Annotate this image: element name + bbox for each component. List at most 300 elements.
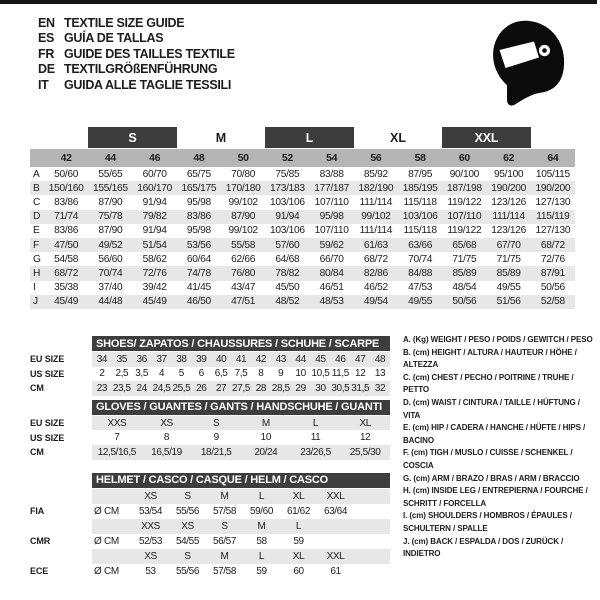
row-letter: F <box>33 239 39 251</box>
measurement-row <box>30 252 575 266</box>
helmet-cell: 59/60 <box>249 505 274 517</box>
measurement-cell: 72/76 <box>142 267 167 279</box>
measurement-cell: 75/85 <box>275 168 300 180</box>
measurement-cell: 150/160 <box>48 182 84 194</box>
measurement-cell: 80/84 <box>319 267 344 279</box>
language-code: DE <box>38 62 55 77</box>
diameter-unit-label: Ø CM <box>94 565 119 577</box>
row-letter: I <box>33 282 36 294</box>
helmet-header-row <box>30 473 390 488</box>
measurement-cell: 35/38 <box>54 282 79 294</box>
top-border-line <box>0 0 597 4</box>
diameter-unit-label: Ø CM <box>94 505 119 517</box>
measurement-cell: 83/86 <box>54 196 79 208</box>
measurement-cell: 67/70 <box>496 239 521 251</box>
helmet-table <box>30 489 390 579</box>
shoes-cell: 45 <box>315 353 326 365</box>
gloves-cell: 20/24 <box>254 446 278 458</box>
size-column-header: 52 <box>281 152 293 164</box>
shoes-cell: 43 <box>275 353 286 365</box>
shoes-cell: 46 <box>335 353 346 365</box>
measurement-cell: 47/53 <box>408 282 433 294</box>
measurement-cell: 51/56 <box>496 296 521 308</box>
size-number-header-row <box>30 149 575 167</box>
helmet-cell: 55/56 <box>175 505 200 517</box>
helmet-size-label: XS <box>144 490 157 502</box>
helmet-standard-label: ECE <box>30 566 49 577</box>
helmet-size-label: M <box>220 550 229 562</box>
size-group-label: M <box>215 130 227 145</box>
measurement-cell: 160/170 <box>137 182 172 194</box>
measurement-cell: 72/76 <box>540 253 565 265</box>
gloves-row <box>30 416 390 431</box>
shoes-cell: 36 <box>136 353 147 365</box>
shoes-cell: 7,5 <box>234 368 248 380</box>
measurement-rows <box>30 167 575 309</box>
size-group-label: XL <box>390 130 406 145</box>
guide-title: GUIDE DES TAILLES TEXTILE <box>64 46 235 61</box>
measurement-cell: 47/51 <box>231 296 256 308</box>
gloves-row-values <box>92 430 390 445</box>
measurement-cell: 61/63 <box>363 239 388 251</box>
measurement-cell: 39/42 <box>142 282 167 294</box>
measurement-cell: 45/49 <box>142 296 167 308</box>
language-row-fr <box>38 47 235 62</box>
helmet-size-label: XS <box>181 520 194 532</box>
shoes-cell: 11,5 <box>331 368 349 380</box>
helmet-size-label: S <box>184 550 191 562</box>
measurement-cell: 82/86 <box>363 267 388 279</box>
shoes-header-row <box>30 336 390 351</box>
row-letter: A <box>33 168 40 180</box>
helmet-size-label: XXL <box>326 550 345 562</box>
helmet-values <box>92 564 390 579</box>
measurement-cell: 83/88 <box>319 168 344 180</box>
size-column-header: 50 <box>237 152 249 164</box>
shoes-cell: 27,5 <box>232 382 250 394</box>
measurement-row <box>30 295 575 309</box>
helmet-standard-label: CMR <box>30 536 51 547</box>
shoes-cell: 38 <box>176 353 187 365</box>
measurement-cell: 46/52 <box>363 282 388 294</box>
measurement-cell: 70/74 <box>98 267 123 279</box>
measurement-row <box>30 224 575 238</box>
measurement-cell: 79/82 <box>142 211 167 223</box>
gloves-row-label: CM <box>30 447 44 458</box>
measurement-cell: 91/94 <box>142 196 167 208</box>
shoes-cell: 31,5 <box>351 382 370 394</box>
measurement-cell: 78/82 <box>275 267 300 279</box>
measurement-cell: 177/187 <box>314 182 349 194</box>
shoes-cell: 32 <box>374 382 386 394</box>
shoes-cell: 23,5 <box>112 382 131 394</box>
measurement-cell: 85/89 <box>496 267 521 279</box>
row-letter: D <box>33 211 41 223</box>
gloves-row-values <box>92 416 390 431</box>
helmet-sizes-values <box>92 549 390 564</box>
helmet-size-label: M <box>257 520 266 532</box>
shoes-row <box>30 352 390 367</box>
measurement-cell: 48/52 <box>275 296 300 308</box>
gloves-row-label: EU SIZE <box>30 418 65 429</box>
legend-item: D. (cm) WAIST / CINTURA / TAILLE / HÜFTUNG / VITA <box>403 397 580 420</box>
measurement-cell: 45/49 <box>54 296 79 308</box>
measurement-cell: 103/106 <box>270 196 305 208</box>
helmet-cell: 56/57 <box>212 535 237 547</box>
helmet-size-label: XXL <box>326 490 345 502</box>
shoes-cell: 35 <box>116 353 127 365</box>
row-letter: J <box>33 296 38 308</box>
shoes-cell: 9 <box>278 368 284 380</box>
gloves-cell: XL <box>359 417 371 429</box>
shoes-cell: 40 <box>215 353 227 365</box>
measurement-cell: 68/72 <box>363 253 388 265</box>
size-column-header: 60 <box>458 152 470 164</box>
measurement-cell: 190/200 <box>535 182 571 194</box>
gloves-row-label: US SIZE <box>30 432 65 443</box>
helmet-icon <box>487 18 567 112</box>
measurement-cell: 52/58 <box>540 296 565 308</box>
measurement-cell: 60/64 <box>186 253 211 265</box>
helmet-size-label: M <box>220 490 229 502</box>
shoes-cell: 6 <box>198 368 204 380</box>
measurement-cell: 50/60 <box>54 168 79 180</box>
measurement-cell: 84/88 <box>408 267 433 279</box>
gloves-cell: 12 <box>360 432 371 444</box>
shoes-cell: 25,5 <box>172 382 191 394</box>
measurement-cell: 68/72 <box>540 239 565 251</box>
helmet-sizes-row <box>30 549 390 564</box>
measurement-cell: 62/66 <box>231 253 256 265</box>
legend-item: J. (cm) BACK / ESPALDA / DOS / ZURÜCK / INDIETRO <box>403 536 564 559</box>
measurement-cell: 103/106 <box>270 225 305 237</box>
measurement-cell: 37/40 <box>98 282 123 294</box>
measurement-cell: 85/89 <box>452 267 477 279</box>
measurement-cell: 91/94 <box>275 211 300 223</box>
helmet-cell: 52/53 <box>138 535 163 547</box>
measurement-cell: 87/90 <box>98 225 123 237</box>
measurement-cell: 76/80 <box>231 267 256 279</box>
shoes-row-label: CM <box>30 383 44 394</box>
helmet-table-title: HELMET / CASCO / CASQUE / HELM / CASCO <box>92 473 390 488</box>
measurement-cell: 71/75 <box>452 253 477 265</box>
row-letter: E <box>33 225 40 237</box>
measurement-cell: 105/115 <box>535 168 570 180</box>
measurement-row <box>30 238 575 252</box>
helmet-standard-label: FIA <box>30 506 45 517</box>
legend-item: F. (cm) TIGH / MUSLO / CUISSE / SCHENKEL / COSCIA <box>403 448 573 470</box>
helmet-cell: 53 <box>145 565 156 577</box>
measurement-cell: 43/47 <box>231 282 256 294</box>
measurement-cell: 99/102 <box>361 211 391 223</box>
shoes-cell: 30,5 <box>331 382 350 394</box>
gloves-cell: 7 <box>114 432 120 444</box>
shoes-cell: 28,5 <box>271 382 290 394</box>
spacer <box>30 400 92 415</box>
shoes-table <box>30 352 390 396</box>
shoes-cell: 27 <box>215 382 227 394</box>
size-group-label: S <box>88 127 177 148</box>
measurement-cell: 115/118 <box>403 196 437 208</box>
measurement-cell: 64/68 <box>275 253 300 265</box>
helmet-size-label: L <box>295 520 302 532</box>
measurement-cell: 65/68 <box>452 239 477 251</box>
measurement-cell: 119/122 <box>447 225 482 237</box>
measurement-cell: 127/130 <box>535 196 571 208</box>
gloves-cell: 11 <box>310 432 321 444</box>
measurement-cell: 70/74 <box>408 253 433 265</box>
measurement-cell: 107/110 <box>314 196 349 208</box>
gloves-cell: 10 <box>260 432 271 444</box>
helmet-size-label: XL <box>292 550 305 562</box>
shoes-cell: 2,5 <box>115 368 129 380</box>
gloves-row-values <box>92 445 390 460</box>
guide-title: TEXTILE SIZE GUIDE <box>64 16 185 30</box>
shoes-cell: 41 <box>235 353 247 365</box>
gloves-cell: 23/26,5 <box>300 446 331 458</box>
measurement-cell: 54/58 <box>54 253 79 265</box>
helmet-cell: 60 <box>293 565 304 577</box>
measurement-cell: 107/110 <box>314 225 349 237</box>
measurement-cell: 155/165 <box>93 182 128 194</box>
language-row-it <box>38 78 235 93</box>
measurement-cell: 46/50 <box>186 296 211 308</box>
legend-item: B. (cm) HEIGHT / ALTURA / HAUTEUR / HÖHE / ALTEZZA <box>403 347 577 370</box>
measurement-cell: 49/54 <box>363 296 388 308</box>
measurement-cell: 70/80 <box>231 168 256 180</box>
shoes-row-label: EU SIZE <box>30 354 65 365</box>
shoes-cell: 13 <box>374 368 386 380</box>
legend-item: I. (cm) SHOULDERS / HOMBROS / ÉPAULES / SCHULTERN / SPALLE <box>403 511 572 533</box>
shoes-cell: 39 <box>196 353 207 365</box>
legend-item: G. (cm) ARM / BRAZO / BRAS / ARM / BRACCIO <box>403 473 580 483</box>
measurement-cell: 50/56 <box>452 296 477 308</box>
measurement-cell: 44/48 <box>98 296 123 308</box>
gloves-cell: 25,5/30 <box>349 446 381 458</box>
language-row-en <box>38 16 235 31</box>
measurement-cell: 111/114 <box>359 225 393 237</box>
size-column-header: 42 <box>60 152 72 164</box>
measurement-cell: 51/54 <box>142 239 167 251</box>
measurement-cell: 85/92 <box>363 168 388 180</box>
measurement-cell: 119/122 <box>447 196 482 208</box>
shoes-table-title: SHOES/ ZAPATOS / CHAUSSURES / SCHUHE / SCARPE <box>92 336 390 351</box>
measurement-cell: 91/94 <box>142 225 167 237</box>
legend-item: C. (cm) CHEST / PECHO / POITRINE / TRUHE / PETTO <box>403 372 574 395</box>
measurement-cell: 190/200 <box>491 182 526 194</box>
measurement-cell: 90/100 <box>449 168 480 180</box>
measurement-cell: 87/90 <box>231 211 256 223</box>
measurement-cell: 107/110 <box>447 211 482 223</box>
language-row-de <box>38 62 235 77</box>
size-group-label: L <box>265 127 354 148</box>
size-column-header: 62 <box>503 152 515 164</box>
spacer <box>30 473 92 488</box>
measurement-cell: 95/100 <box>493 168 524 180</box>
shoes-cell: 2 <box>99 368 105 380</box>
gloves-cell: S <box>213 417 220 429</box>
measurement-cell: 41/45 <box>186 282 211 294</box>
helmet-sizes-row <box>30 489 390 504</box>
measurement-cell: 111/114 <box>492 211 525 223</box>
measurement-cell: 60/70 <box>142 168 167 180</box>
measurement-cell: 165/175 <box>181 182 217 194</box>
shoes-cell: 37 <box>156 353 167 365</box>
measurement-cell: 56/60 <box>98 253 123 265</box>
helmet-cell: 57/58 <box>212 565 237 577</box>
measurement-cell: 55/58 <box>231 239 256 251</box>
shoes-cell: 48 <box>374 353 386 365</box>
shoes-cell: 28 <box>255 382 267 394</box>
measurement-cell: 65/75 <box>186 168 211 180</box>
size-column-header: 44 <box>104 152 116 164</box>
helmet-cell: 61/62 <box>286 505 311 517</box>
measurement-cell: 71/74 <box>54 211 79 223</box>
spacer <box>30 519 92 534</box>
spacer <box>30 460 390 473</box>
measurement-cell: 48/54 <box>452 282 477 294</box>
measurement-cell: 49/55 <box>496 282 521 294</box>
helmet-cell: 54/55 <box>175 535 200 547</box>
helmet-sizes-row <box>30 519 390 534</box>
gloves-cell: 18/21,5 <box>200 446 232 458</box>
row-letter: C <box>33 196 41 208</box>
measurement-row <box>30 195 575 209</box>
measurement-cell: 55/65 <box>98 168 123 180</box>
row-letter: H <box>33 267 41 279</box>
measurement-cell: 71/75 <box>496 253 521 265</box>
helmet-values <box>92 504 390 519</box>
size-group-label: XXL <box>442 127 531 148</box>
helmet-cell: 61 <box>330 565 341 577</box>
helmet-cell: 55/56 <box>175 565 200 577</box>
shoes-row-values <box>92 381 390 396</box>
gloves-cell: XXS <box>107 417 127 429</box>
diameter-unit-label: Ø CM <box>94 535 119 547</box>
measurement-cell: 83/86 <box>54 225 79 237</box>
measurement-cell: 49/55 <box>408 296 433 308</box>
measurement-cell: 99/102 <box>228 196 258 208</box>
gloves-table <box>30 416 390 460</box>
measurement-cell: 123/126 <box>491 196 526 208</box>
helmet-values <box>92 534 390 549</box>
row-letter: B <box>33 182 40 194</box>
measurement-cell: 75/78 <box>98 211 123 223</box>
shoes-row-values <box>92 367 390 382</box>
measurement-cell: 66/70 <box>319 253 344 265</box>
shoes-cell: 3,5 <box>135 368 148 380</box>
measurement-cell: 182/190 <box>358 182 394 194</box>
helmet-cell: 57/58 <box>212 505 237 517</box>
helmet-size-label: XS <box>144 550 157 562</box>
gloves-table-title: GLOVES / GUANTES / GANTS / HANDSCHUHE / GUANTI <box>92 400 390 415</box>
helmet-size-label: L <box>258 490 265 502</box>
size-column-header: 56 <box>370 152 382 164</box>
accessory-tables <box>30 336 390 579</box>
measurement-cell: 83/86 <box>186 211 211 223</box>
measurement-row <box>30 167 575 181</box>
helmet-cell: 63/64 <box>323 505 348 517</box>
measurement-row <box>30 181 575 195</box>
measurement-cell: 68/72 <box>54 267 79 279</box>
helmet-cell: 59 <box>293 535 304 547</box>
gloves-cell: 8 <box>163 432 170 444</box>
size-column-header: 64 <box>547 152 559 164</box>
measurement-cell: 123/126 <box>491 225 526 237</box>
legend-item: E. (cm) HIP / CADERA / HANCHE / HÜFTE / HIPS / BACINO <box>403 423 586 445</box>
measurement-cell: 87/90 <box>98 196 123 208</box>
shoes-cell: 30 <box>315 382 326 394</box>
shoes-cell: 26 <box>196 382 207 394</box>
shoes-cell: 10 <box>295 368 306 380</box>
helmet-cell: 59 <box>256 565 267 577</box>
helmet-sizes-values <box>92 519 390 534</box>
gloves-cell: 16,5/19 <box>151 446 182 458</box>
guide-title: GUIDA ALLE TAGLIE TESSILI <box>64 77 232 92</box>
gloves-header-row <box>30 400 390 415</box>
measurement-cell: 87/95 <box>408 168 433 180</box>
measurement-cell: 127/130 <box>535 225 571 237</box>
shoes-cell: 12 <box>355 368 366 380</box>
gloves-row <box>30 430 390 445</box>
shoes-cell: 5 <box>178 368 184 380</box>
measurement-cell: 48/53 <box>319 296 344 308</box>
shoes-cell: 47 <box>355 353 366 365</box>
size-column-header: 48 <box>193 152 205 164</box>
spacer <box>30 549 92 564</box>
measurement-cell: 103/106 <box>402 211 438 223</box>
shoes-cell: 6,5 <box>214 368 228 380</box>
helmet-values-row <box>30 504 390 519</box>
size-column-header: 54 <box>326 152 338 164</box>
shoes-row <box>30 367 390 382</box>
measurement-cell: 53/56 <box>186 239 211 251</box>
helmet-values-row <box>30 534 390 549</box>
helmet-values-row <box>30 564 390 579</box>
measurement-cell: 74/78 <box>186 267 211 279</box>
measurement-cell: 95/98 <box>186 225 211 237</box>
measurement-legend <box>403 334 595 561</box>
guide-title: TEXTILGRÖßENFÜHRUNG <box>64 62 218 77</box>
shoes-row <box>30 381 390 396</box>
measurement-cell: 187/198 <box>447 182 482 194</box>
measurement-cell: 170/180 <box>225 182 261 194</box>
measurement-cell: 58/62 <box>142 253 167 265</box>
helmet-sizes-values <box>92 489 390 504</box>
helmet-size-label: XXS <box>141 520 160 532</box>
gloves-row <box>30 445 390 460</box>
helmet-size-label: S <box>221 520 228 532</box>
spacer <box>30 489 92 504</box>
language-code: FR <box>38 46 55 61</box>
measurement-cell: 63/66 <box>408 239 433 251</box>
helmet-cell: 58 <box>256 535 267 547</box>
shoes-row-label: US SIZE <box>30 368 65 379</box>
measurement-cell: 59/62 <box>319 239 344 251</box>
size-column-header: 58 <box>414 152 426 164</box>
row-letter: G <box>33 253 41 265</box>
gloves-cell: XS <box>160 417 173 429</box>
spacer <box>30 336 92 351</box>
measurement-cell: 50/56 <box>540 282 565 294</box>
shoes-cell: 4 <box>158 368 165 380</box>
measurement-cell: 95/98 <box>319 211 344 223</box>
size-group-header-row <box>30 127 575 148</box>
measurement-cell: 87/91 <box>540 267 565 279</box>
helmet-size-label: L <box>258 550 265 562</box>
measurement-cell: 115/118 <box>403 225 437 237</box>
language-row-es <box>38 31 235 46</box>
